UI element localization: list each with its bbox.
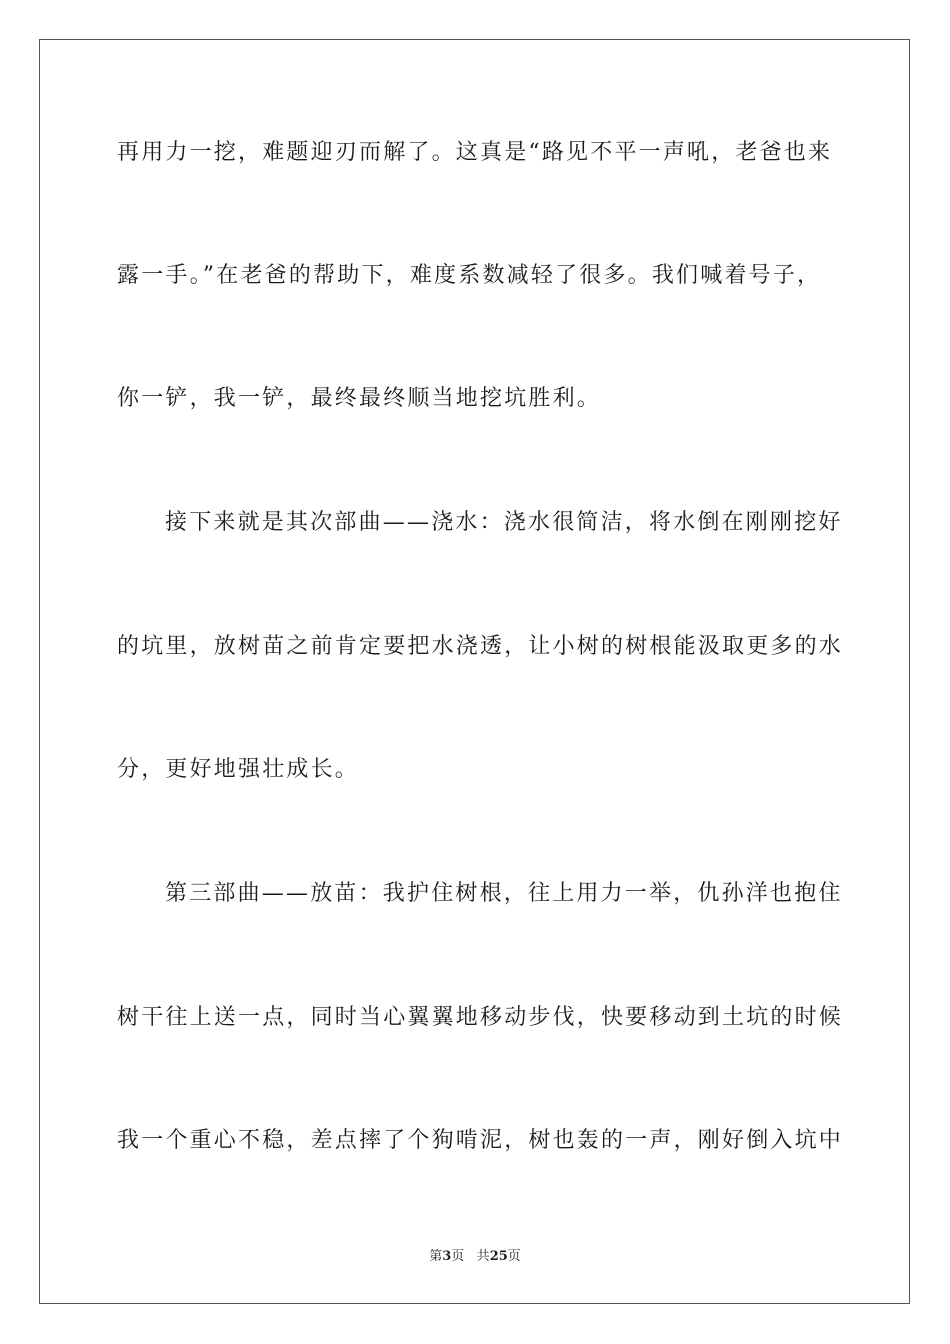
page-total: 25 — [489, 1249, 508, 1264]
text-line: 树干往上送一点，同时当心翼翼地移动步伐，快要移动到土坑的时候 — [117, 1005, 844, 1030]
total-prefix: 共 — [476, 1249, 490, 1264]
text-line: 的坑里，放树苗之前肯定要把水浇透，让小树的树根能汲取更多的水 — [117, 634, 844, 659]
text-line: 分，更好地强壮成长。 — [117, 757, 360, 782]
page-current: 3 — [442, 1249, 452, 1264]
paragraph-first-line: 第三部曲——放苗：我护住树根，往上用力一举，仇孙洋也抱住 — [165, 881, 843, 906]
page-suffix: 页 — [451, 1249, 465, 1264]
paragraph-first-line: 接下来就是其次部曲——浇水：浇水很简洁，将水倒在刚刚挖好 — [165, 510, 843, 535]
page-border — [39, 39, 910, 1304]
text-line: 我一个重心不稳，差点摔了个狗啃泥，树也轰的一声，刚好倒入坑中 — [117, 1128, 844, 1153]
page-footer — [0, 1248, 950, 1266]
text-line: 再用力一挖，难题迎刃而解了。这真是“路见不平一声吼，老爸也来 — [117, 140, 833, 165]
page-prefix: 第 — [429, 1249, 443, 1264]
text-line: 露一手。”在老爸的帮助下，难度系数减轻了很多。我们喊着号子， — [117, 263, 822, 288]
text-line: 你一铲，我一铲，最终最终顺当地挖坑胜利。 — [117, 386, 602, 411]
total-suffix: 页 — [507, 1249, 521, 1264]
